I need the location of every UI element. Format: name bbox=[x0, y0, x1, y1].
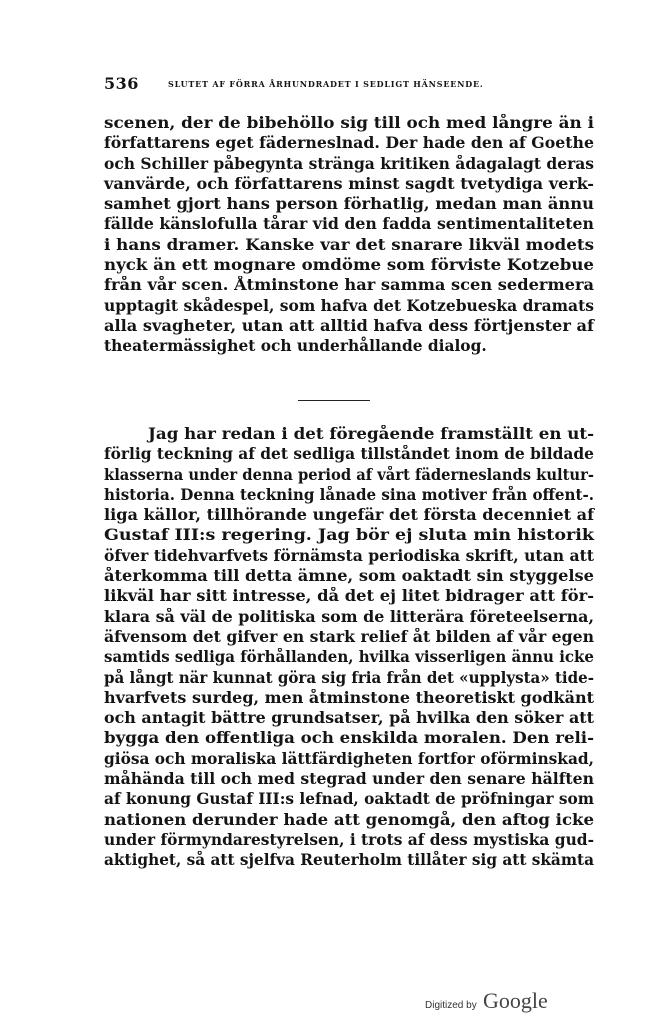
text-line: i hans dramer. Kanske var det snarare likväl modets bbox=[104, 235, 594, 254]
text-line: Jag har redan i det föregående framställt en ut- bbox=[148, 425, 594, 443]
paragraph-2 bbox=[104, 424, 594, 871]
text-line: vanvärde, och författarens minst sagdt tvetydiga verk- bbox=[104, 174, 594, 193]
text-line: på långt när kunnat göra sig fria från det «upplysta» tide- bbox=[104, 668, 594, 687]
digitized-by-label: Digitized by bbox=[425, 1000, 477, 1011]
text-line: Gustaf III:s regering. Jag bör ej sluta min historik bbox=[104, 526, 594, 545]
text-line: fällde känslofulla tårar vid den fadda sentimentaliteten bbox=[104, 215, 594, 234]
text-line: samhet gjort hans person förhatlig, medan man ännu bbox=[104, 195, 594, 214]
paragraph-1 bbox=[104, 113, 594, 357]
text-line: klasserna under denna period af vårt fäderneslands kultur- bbox=[104, 465, 594, 484]
text-line: hvarfvets surdeg, men åtminstone theoretiskt godkänt bbox=[104, 688, 594, 707]
text-line: under förmyndarestyrelsen, i trots af dess mystiska gud- bbox=[104, 830, 594, 849]
running-title: SLUTET AF FÖRRA ÅRHUNDRADET I SEDLIGT HÄNSEENDE. bbox=[168, 79, 484, 89]
text-line: måhända till och med stegrad under den senare hälften bbox=[104, 770, 594, 789]
text-line: äfvensom det gifver en stark relief åt bilden af vår egen bbox=[104, 627, 594, 646]
page-number: 536 bbox=[104, 74, 139, 93]
text-line: nyck än ett mognare omdöme som förviste Kotzebue bbox=[104, 256, 594, 275]
text-line: bygga den offentliga och enskilda moralen. Den reli- bbox=[104, 729, 594, 748]
text-line: och Schiller påbegynta stränga kritiken ådagalagt deras bbox=[104, 154, 594, 173]
text-line: samtids sedliga förhållanden, hvilka visserligen ännu icke bbox=[104, 648, 594, 667]
text-line: från vår scen. Åtminstone har samma scen sedermera bbox=[104, 276, 594, 295]
text-line: öfver tidehvarfvets förnämsta periodiska skrift, utan att bbox=[104, 546, 594, 565]
section-divider bbox=[298, 400, 370, 401]
text-line: och antagit bättre grundsatser, på hvilka den söker att bbox=[104, 709, 594, 728]
text-line: theatermässighet och underhållande dialog. bbox=[104, 337, 487, 356]
text-line: aktighet, så att sjelfva Reuterholm tillåter sig att skämta bbox=[104, 851, 594, 870]
text-line: alla svagheter, utan att alltid hafva dess förtjenster af bbox=[104, 316, 594, 335]
text-line: författarens eget fäderneslnad. Der hade den af Goethe bbox=[104, 134, 594, 153]
text-line: historia. Denna teckning lånade sina motiver från offent-. bbox=[104, 485, 594, 504]
text-line: likväl har sitt intresse, då det ej litet bidrager att för- bbox=[104, 587, 594, 606]
text-line: af konung Gustaf III:s lefnad, oaktadt de pröfningar som bbox=[104, 790, 594, 809]
google-logo: Google bbox=[483, 988, 548, 1013]
text-line: giösa och moraliska lättfärdigheten fortfor oförminskad, bbox=[104, 749, 594, 768]
text-line: liga källor, tillhörande ungefär det första decenniet af bbox=[104, 506, 594, 525]
text-line: klara så väl de politiska som de litterära företeelserna, bbox=[104, 607, 594, 626]
digitized-watermark bbox=[425, 988, 575, 1018]
text-line: återkomma till detta ämne, som oaktadt sin styggelse bbox=[104, 567, 594, 586]
text-line: upptagit skådespel, som hafva det Kotzebueska dramats bbox=[104, 296, 594, 315]
page-header bbox=[104, 74, 594, 94]
text-line: nationen derunder hade att genomgå, den aftog icke bbox=[104, 810, 594, 829]
text-line: scenen, der de bibehöllo sig till och med långre än i bbox=[104, 114, 594, 132]
text-line: förlig teckning af det sedliga tillståndet inom de bildade bbox=[104, 445, 594, 464]
